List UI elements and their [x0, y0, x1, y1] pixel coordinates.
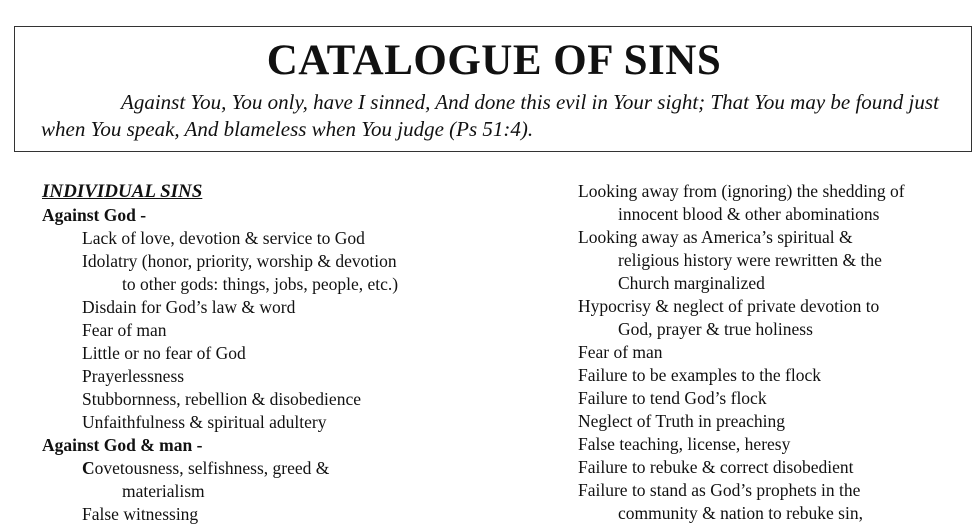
list-item: Disdain for God’s law & word — [82, 297, 296, 317]
left-column — [42, 180, 512, 526]
list-item: Hypocrisy & neglect of private devotion to God, prayer & true holiness — [578, 296, 880, 339]
list-item: Little or no fear of God — [82, 343, 246, 363]
list-item: Failure to rebuke & correct disobedient — [578, 457, 854, 477]
right-column — [578, 180, 978, 525]
list-item: Lack of love, devotion & service to God — [82, 228, 365, 248]
list-item: False witnessing — [82, 504, 199, 524]
section-heading-individual-sins: INDIVIDUAL SINS — [42, 181, 203, 202]
list-item: Looking away as America’s spiritual & religious history were rewritten & the Church marginalized — [578, 227, 882, 293]
list-item: Idolatry (honor, priority, worship & devotion to other gods: things, jobs, people, etc.) — [82, 251, 399, 294]
list-item: Unfaithfulness & spiritual adultery — [82, 412, 327, 432]
list-item: Prayerlessness — [82, 366, 185, 386]
list-item: Covetousness, selfishness, greed & materialism — [82, 458, 330, 501]
list-item: Fear of man — [578, 342, 663, 362]
scripture-epigraph — [41, 89, 951, 143]
list-item: Stubbornness, rebellion & disobedience — [82, 389, 361, 409]
title-box — [14, 26, 972, 152]
list-item: Neglect of Truth in preaching — [578, 411, 786, 431]
epigraph-line-1: Against You, You only, have I sinned, And done this evil in Your sight; That You may — [121, 90, 826, 114]
list-item: Fear of man — [82, 320, 167, 340]
list-item: Failure to stand as God’s prophets in the community & nation to rebuke sin, — [578, 480, 863, 523]
list-item: False teaching, license, heresy — [578, 434, 791, 454]
document-title: CATALOGUE OF SINS — [266, 37, 722, 84]
group-heading-against-god-and-man: Against God & man - — [42, 435, 203, 455]
list-item: Failure to be examples to the flock — [578, 365, 821, 385]
group-heading-against-god: Against God - — [42, 205, 147, 225]
list-item: Looking away from (ignoring) the shedding of innocent blood & other abominations — [578, 181, 905, 224]
list-item: Failure to tend God’s flock — [578, 388, 767, 408]
epigraph-line-2: be found just when You speak, And blameless when You judge (Ps 51:4). — [41, 90, 939, 141]
